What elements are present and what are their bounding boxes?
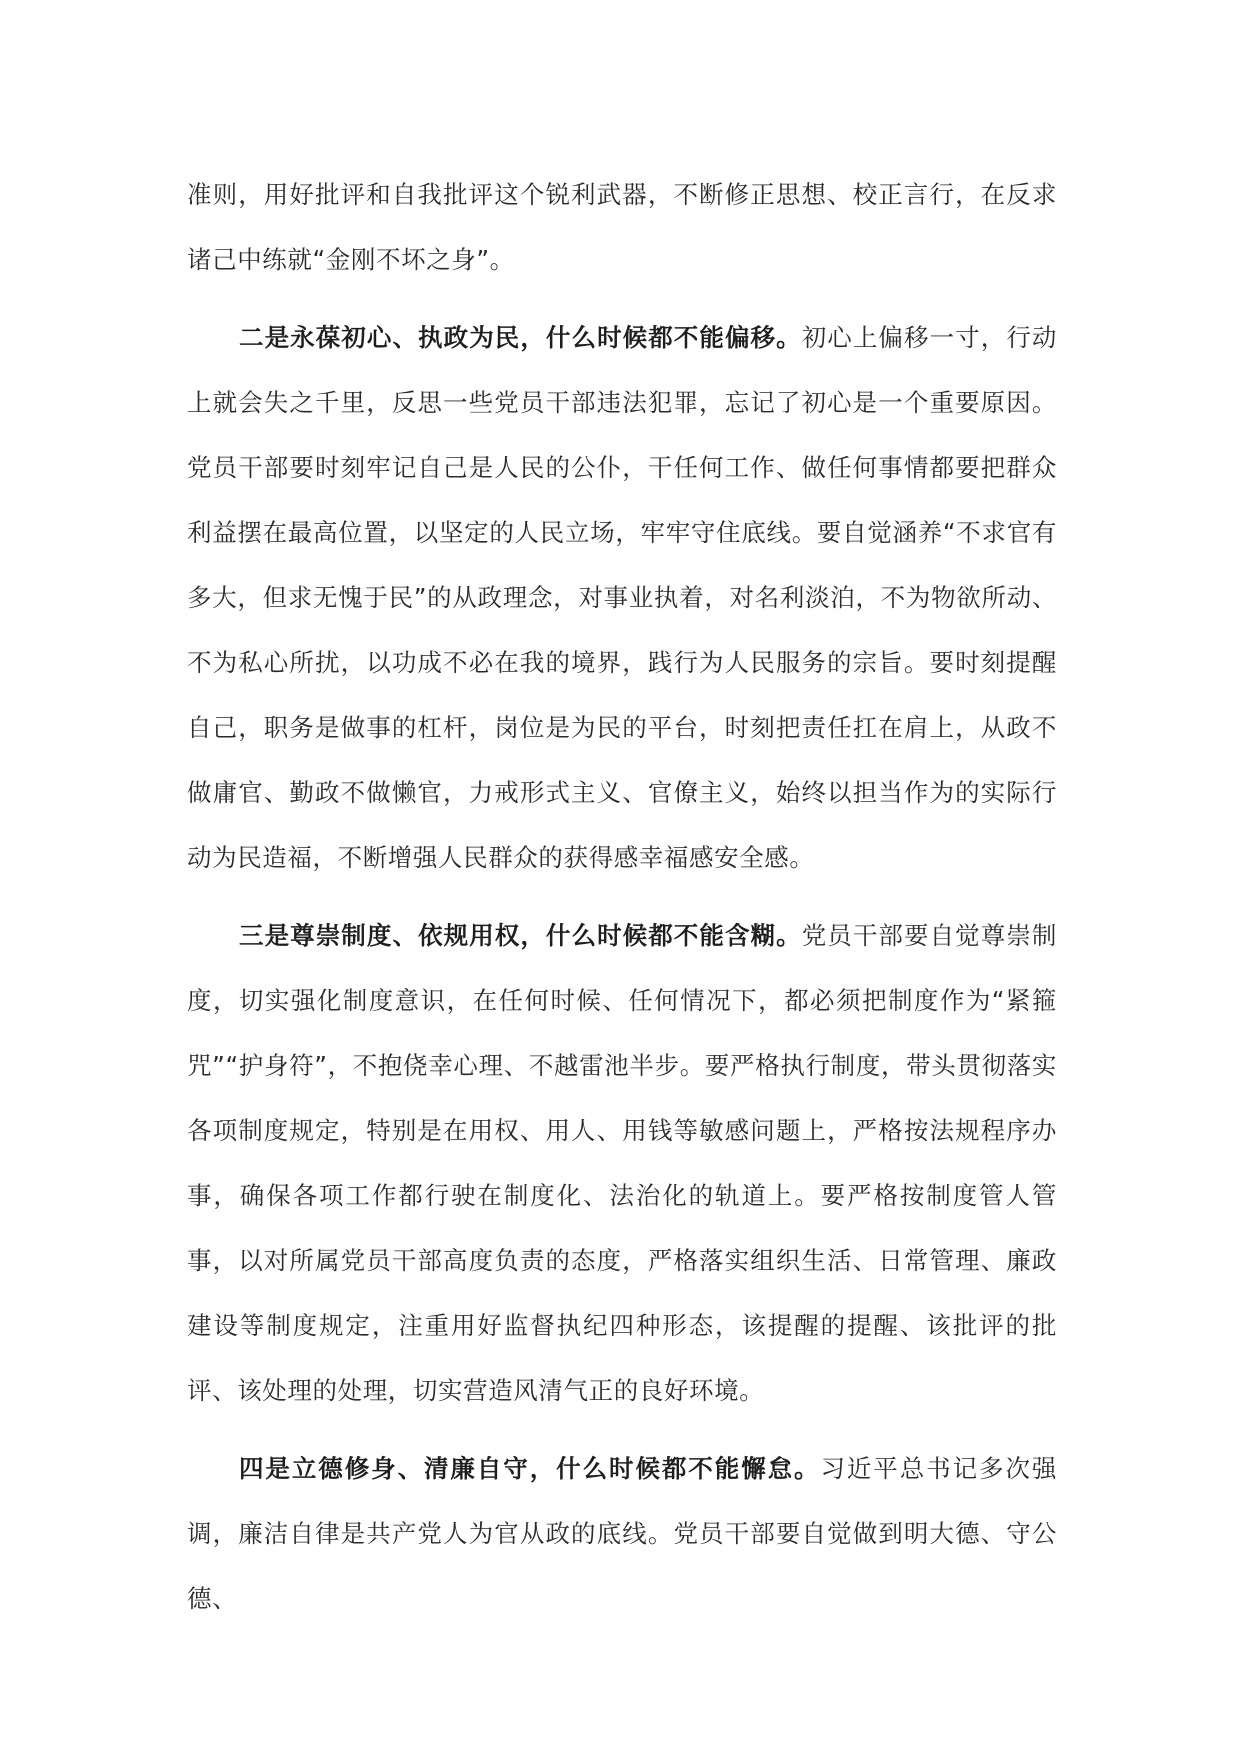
paragraph-body: 习近平总书记多次强调，廉洁自律是共产党人为官从政的底线。党员干部要自觉做到明大德、守公德、: [187, 1454, 1057, 1613]
paragraph-body: 党员干部要自觉尊崇制度，切实强化制度意识，在任何时候、任何情况下，都必须把制度作为“紧箍咒”“护身符”，不抱侥幸心理、不越雷池半步。要严格执行制度，带头贯彻落实各项制度规定，特别是在用权、用人、用钱等敏感问题上，严格按法规程序办事，确保各项工作都行驶在制度化、法治化的轨道上。要严格按制度管人管事，以对所属党员干部高度负责的态度，严格落实组织生活、日常管理、廉政建设等制度规定，注重用好监督执纪四种形态，该提醒的提醒、该批评的批评、该处理的处理，切实营造风清气正的良好环境。: [187, 921, 1057, 1405]
document-page: [187, 162, 1057, 1631]
paragraph-lead: 四是立德修身、清廉自守，什么时候都不能懈怠。: [239, 1454, 821, 1483]
paragraph-lead: 二是永葆初心、执政为民，什么时候都不能偏移。: [239, 323, 802, 352]
paragraph-point-2: [187, 305, 1057, 890]
paragraph-point-3: [187, 903, 1057, 1423]
paragraph-lead: 三是尊崇制度、依规用权，什么时候都不能含糊。: [239, 921, 802, 950]
paragraph-continuation: [187, 162, 1057, 292]
paragraph-body: 准则，用好批评和自我批评这个锐利武器，不断修正思想、校正言行，在反求诸己中练就“金刚不坏之身”。: [187, 180, 1057, 274]
paragraph-body: 初心上偏移一寸，行动上就会失之千里，反思一些党员干部违法犯罪，忘记了初心是一个重要原因。党员干部要时刻牢记自己是人民的公仆，干任何工作、做任何事情都要把群众利益摆在最高位置，以坚定的人民立场，牢牢守住底线。要自觉涵养“不求官有多大，但求无愧于民”的从政理念，对事业执着，对名利淡泊，不为物欲所动、不为私心所扰，以功成不必在我的境界，践行为人民服务的宗旨。要时刻提醒自己，职务是做事的杠杆，岗位是为民的平台，时刻把责任扛在肩上，从政不做庸官、勤政不做懒官，力戒形式主义、官僚主义，始终以担当作为的实际行动为民造福，不断增强人民群众的获得感幸福感安全感。: [187, 323, 1057, 872]
paragraph-point-4: [187, 1436, 1057, 1631]
